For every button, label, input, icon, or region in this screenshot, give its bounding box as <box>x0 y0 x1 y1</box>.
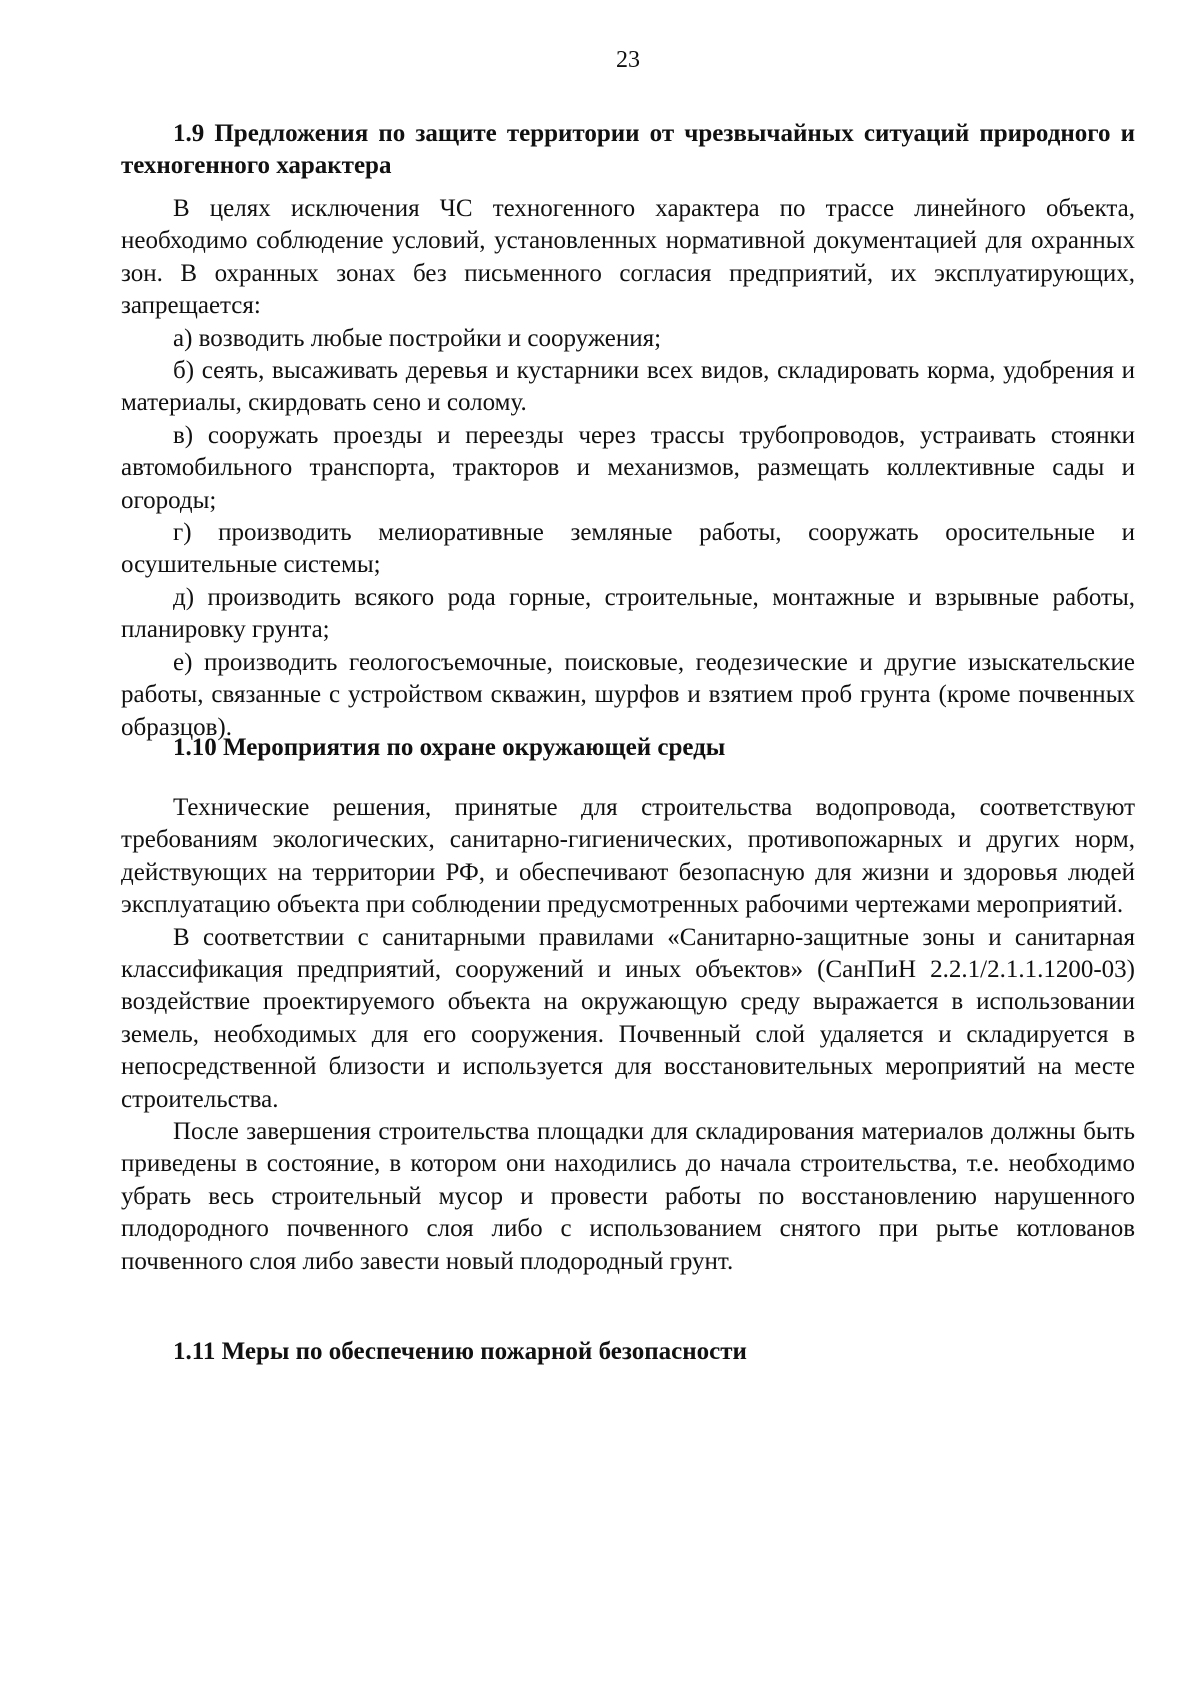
list-item: в) сооружать проезды и переезды через трассы трубопроводов, устраивать стоянки автомобильного транспорта, тракторов и механизмов, размещать коллективные сады и огороды; <box>121 421 1135 514</box>
list-item: г) производить мелиоративные земляные работы, сооружать оросительные и осушительные системы; <box>121 519 1135 579</box>
list-item: а) возводить любые постройки и сооружения; <box>173 324 662 352</box>
page-number: 23 <box>616 47 640 73</box>
section-1-10-body <box>121 792 1135 1278</box>
list-item: б) сеять, высаживать деревья и кустарники всех видов, складировать корма, удобрения и материалы, скирдовать сено и солому. <box>121 357 1135 417</box>
section-1-9-body <box>121 193 1135 744</box>
paragraph: Технические решения, принятые для строительства водопровода, соответствуют требованиям экологических, санитарно-гигиенических, противопожарных и других норм, действующих на территории РФ, и обеспечивают безопасную для жизни и здоровья людей эксплуатацию объекта при соблюдении предусмотренных рабочими чертежами мероприятий. <box>121 794 1135 919</box>
section-heading: 1.11 Меры по обеспечению пожарной безопасности <box>173 1338 747 1365</box>
list-item: е) производить геологосъемочные, поисковые, геодезические и другие изыскательские работы, связанные с устройством скважин, шурфов и взятием проб грунта (кроме почвенных образцов). <box>121 648 1135 741</box>
paragraph: В соответствии с санитарными правилами «Санитарно-защитные зоны и санитарная классификация предприятий, сооружений и иных объектов» (СанПиН 2.2.1/2.1.1.1200-03) воздействие проектируемого объекта на окружающую среду выражается в использовании земель, необходимых для его сооружения. Почвенный слой удаляется и складируется в непосредственной близости и используется для восстановительных мероприятий на месте строительства. <box>121 923 1135 1113</box>
section-heading: 1.10 Мероприятия по охране окружающей среды <box>173 734 726 761</box>
section-1-10 <box>121 732 1135 764</box>
paragraph: В целях исключения ЧС техногенного характера по трассе линейного объекта, необходимо соблюдение условий, установленных нормативной документацией для охранных зон. В охранных зонах без письменного согласия предприятий, их эксплуатирующих, запрещается: <box>121 195 1135 320</box>
section-1-9 <box>121 118 1135 182</box>
paragraph: После завершения строительства площадки для складирования материалов должны быть приведены в состояние, в котором они находились до начала строительства, т.е. необходимо убрать весь строительный мусор и провести работы по восстановлению нарушенного плодородного почвенного слоя либо с использованием снятого при рытье котлованов почвенного слоя либо завести новый плодородный грунт. <box>121 1118 1135 1275</box>
section-1-11 <box>121 1336 1135 1368</box>
section-heading: 1.9 Предложения по защите территории от чрезвычайных ситуаций природного и техногенного характера <box>121 120 1135 179</box>
list-item: д) производить всякого рода горные, строительные, монтажные и взрывные работы, планировку грунта; <box>121 583 1135 644</box>
